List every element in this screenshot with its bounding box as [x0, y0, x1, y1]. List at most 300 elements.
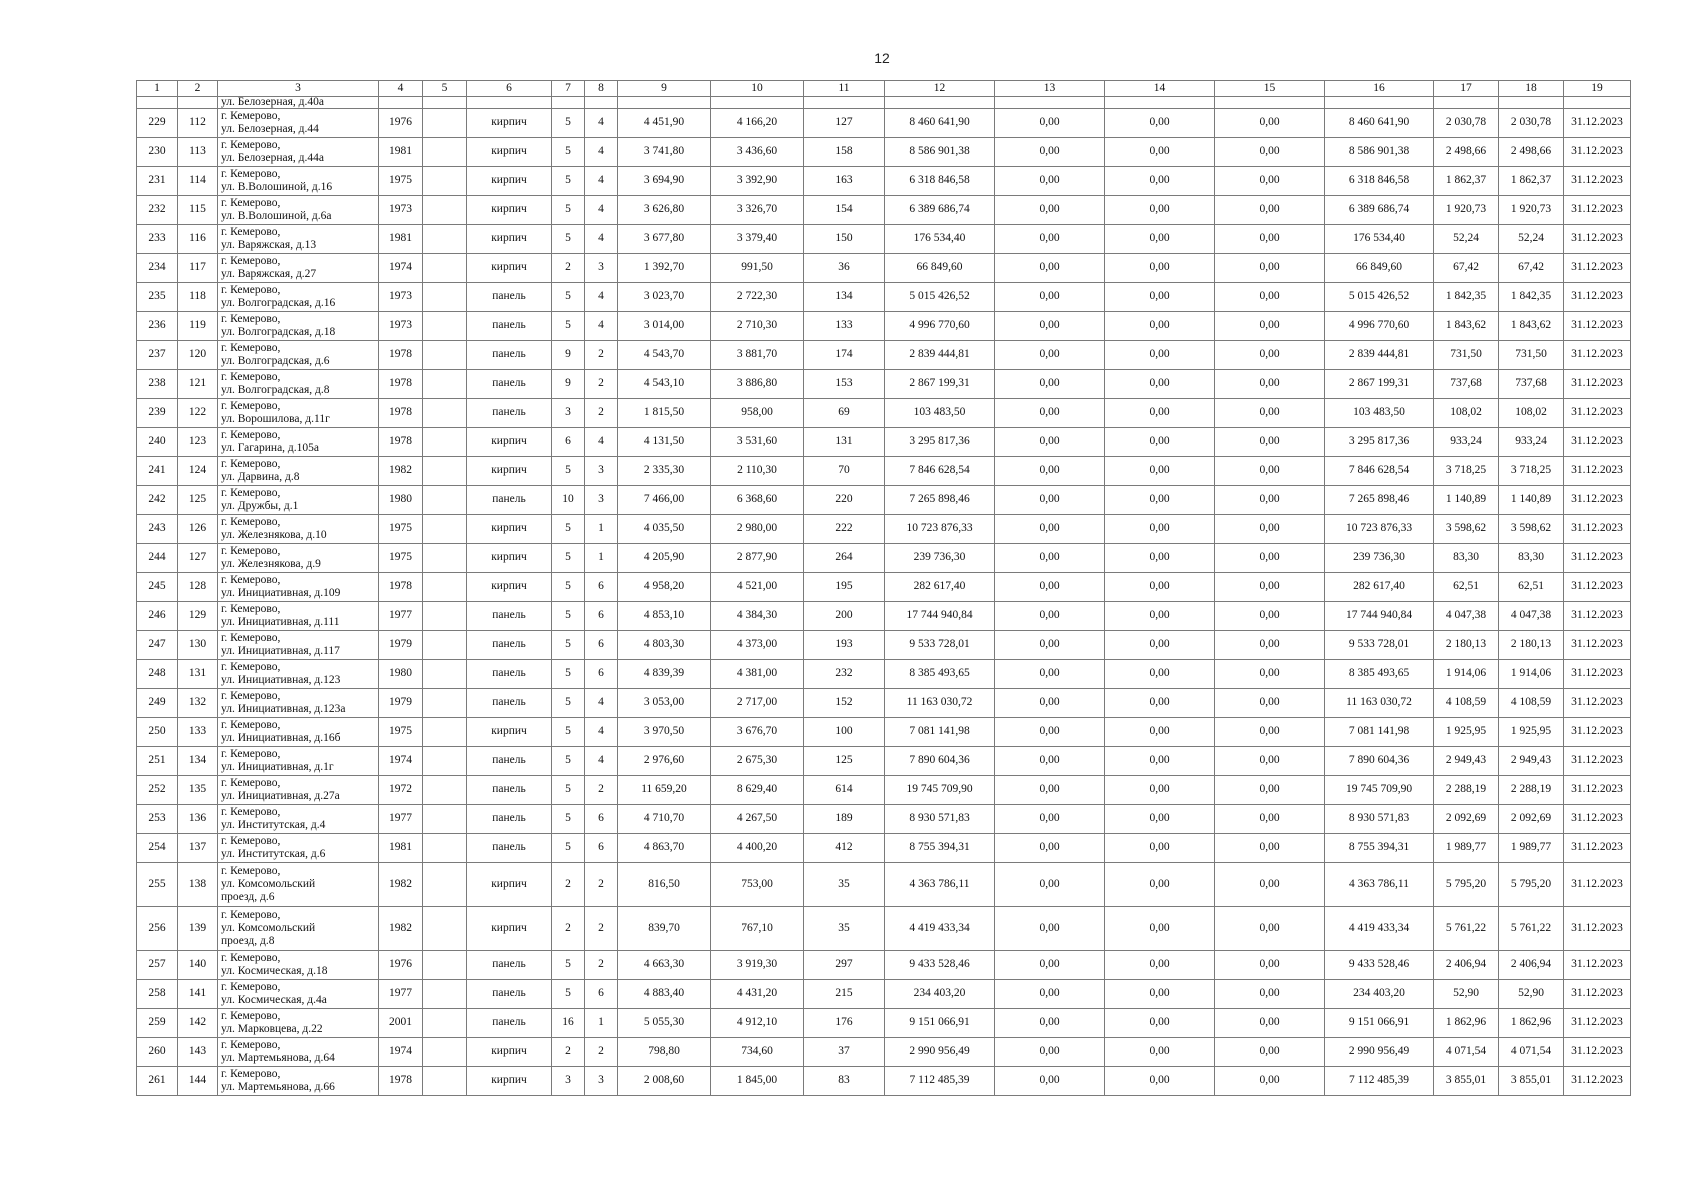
- cost-col-15: 0,00: [1215, 1009, 1325, 1038]
- cost-col-15: 0,00: [1215, 167, 1325, 196]
- floors: 5: [552, 602, 585, 631]
- total-area: 4 803,30: [618, 631, 711, 660]
- address-line: г. Кемерово,: [221, 371, 281, 383]
- wall-material: панель: [467, 341, 552, 370]
- build-year: 1976: [379, 109, 423, 138]
- build-year: 1982: [379, 907, 423, 951]
- cost-total: 7 265 898,46: [885, 486, 995, 515]
- cost-col-13: 0,00: [995, 1038, 1105, 1067]
- cost-total: 2 990 956,49: [885, 1038, 995, 1067]
- entrances: 6: [585, 573, 618, 602]
- object-number: 141: [178, 980, 218, 1009]
- cost-col-16: 11 163 030,72: [1325, 689, 1434, 718]
- build-year: 1978: [379, 573, 423, 602]
- deadline-date: 31.12.2023: [1564, 515, 1631, 544]
- row-number: 234: [137, 254, 178, 283]
- column-5: [423, 631, 467, 660]
- column-5: [423, 312, 467, 341]
- entrances: 4: [585, 312, 618, 341]
- address-line: ул. Волгоградская, д.16: [221, 297, 336, 309]
- cost-col-13: 0,00: [995, 399, 1105, 428]
- address-line: ул. Инициативная, д.123а: [221, 703, 346, 715]
- floors: 5: [552, 776, 585, 805]
- address: [218, 370, 379, 399]
- address: [218, 1009, 379, 1038]
- column-header: 3: [218, 81, 379, 97]
- cost-col-13: 0,00: [995, 747, 1105, 776]
- residents: 131: [804, 428, 885, 457]
- object-number: 121: [178, 370, 218, 399]
- living-area: 4 521,00: [711, 573, 804, 602]
- living-area: 767,10: [711, 907, 804, 951]
- cost-col-16: 176 534,40: [1325, 225, 1434, 254]
- residents: 195: [804, 573, 885, 602]
- build-year: 1981: [379, 138, 423, 167]
- table-row: [137, 428, 1631, 457]
- cost-per-sqm: 108,02: [1434, 399, 1499, 428]
- residents: 176: [804, 1009, 885, 1038]
- cost-total: 17 744 940,84: [885, 602, 995, 631]
- residents: 264: [804, 544, 885, 573]
- object-number: 144: [178, 1067, 218, 1096]
- column-5: [423, 428, 467, 457]
- address-line: г. Кемерово,: [221, 981, 281, 993]
- deadline-date: 31.12.2023: [1564, 660, 1631, 689]
- cost-per-sqm-limit: 1 842,35: [1499, 283, 1564, 312]
- object-number: 125: [178, 486, 218, 515]
- floors: 5: [552, 689, 585, 718]
- deadline-date: 31.12.2023: [1564, 109, 1631, 138]
- entrances: 4: [585, 747, 618, 776]
- cost-col-14: 0,00: [1105, 515, 1215, 544]
- cost-per-sqm-limit: 52,90: [1499, 980, 1564, 1009]
- cost-col-15: 0,00: [1215, 747, 1325, 776]
- cost-col-13: 0,00: [995, 776, 1105, 805]
- cost-total: 7 081 141,98: [885, 718, 995, 747]
- residents: 37: [804, 1038, 885, 1067]
- cost-col-16: 2 867 199,31: [1325, 370, 1434, 399]
- living-area: 4 166,20: [711, 109, 804, 138]
- address: [218, 631, 379, 660]
- cost-per-sqm: 1 914,06: [1434, 660, 1499, 689]
- object-number: 114: [178, 167, 218, 196]
- cost-col-13: 0,00: [995, 544, 1105, 573]
- cost-total: 8 755 394,31: [885, 834, 995, 863]
- column-5: [423, 805, 467, 834]
- wall-material: панель: [467, 370, 552, 399]
- column-header: 5: [423, 81, 467, 97]
- floors: 3: [552, 399, 585, 428]
- address-line: ул. Белозерная, д.44а: [221, 152, 324, 164]
- cost-col-14: 0,00: [1105, 1038, 1215, 1067]
- wall-material: кирпич: [467, 254, 552, 283]
- living-area: 3 676,70: [711, 718, 804, 747]
- column-header: 12: [885, 81, 995, 97]
- cost-col-13: 0,00: [995, 907, 1105, 951]
- build-year: 1978: [379, 341, 423, 370]
- cost-col-13: 0,00: [995, 951, 1105, 980]
- living-area: 4 384,30: [711, 602, 804, 631]
- address-line: ул. Институтская, д.6: [221, 848, 326, 860]
- cost-col-14: 0,00: [1105, 980, 1215, 1009]
- deadline-date: 31.12.2023: [1564, 457, 1631, 486]
- residents: 200: [804, 602, 885, 631]
- object-number: 131: [178, 660, 218, 689]
- entrances: 2: [585, 399, 618, 428]
- entrances: 1: [585, 1009, 618, 1038]
- build-year: 1974: [379, 747, 423, 776]
- address: [218, 138, 379, 167]
- wall-material: кирпич: [467, 138, 552, 167]
- cost-col-16: 2 990 956,49: [1325, 1038, 1434, 1067]
- deadline-date: 31.12.2023: [1564, 631, 1631, 660]
- table-row: [137, 689, 1631, 718]
- cost-col-14: 0,00: [1105, 167, 1215, 196]
- address: [218, 341, 379, 370]
- column-5: [423, 196, 467, 225]
- deadline-date: 31.12.2023: [1564, 718, 1631, 747]
- column-header: 9: [618, 81, 711, 97]
- wall-material: кирпич: [467, 109, 552, 138]
- cost-total: 66 849,60: [885, 254, 995, 283]
- total-area: 3 970,50: [618, 718, 711, 747]
- column-5: [423, 283, 467, 312]
- build-year: 1981: [379, 834, 423, 863]
- cost-col-15: 0,00: [1215, 283, 1325, 312]
- build-year: 1975: [379, 718, 423, 747]
- deadline-date: 31.12.2023: [1564, 805, 1631, 834]
- cost-total: 234 403,20: [885, 980, 995, 1009]
- address: [218, 109, 379, 138]
- build-year: 1975: [379, 544, 423, 573]
- row-number: 259: [137, 1009, 178, 1038]
- living-area: 4 431,20: [711, 980, 804, 1009]
- table-row: [137, 747, 1631, 776]
- living-area: 3 531,60: [711, 428, 804, 457]
- address-line: г. Кемерово,: [221, 226, 281, 238]
- total-area: 3 023,70: [618, 283, 711, 312]
- table-row: [137, 457, 1631, 486]
- residents: 163: [804, 167, 885, 196]
- cost-col-13: 0,00: [995, 631, 1105, 660]
- wall-material: панель: [467, 660, 552, 689]
- entrances: 4: [585, 283, 618, 312]
- column-5: [423, 341, 467, 370]
- continuation-row: [137, 97, 1631, 109]
- wall-material: панель: [467, 486, 552, 515]
- object-number: 133: [178, 718, 218, 747]
- address-line: ул. Инициативная, д.27а: [221, 790, 340, 802]
- column-header: 4: [379, 81, 423, 97]
- cost-col-13: 0,00: [995, 515, 1105, 544]
- cost-col-15: 0,00: [1215, 109, 1325, 138]
- column-header: 14: [1105, 81, 1215, 97]
- address-line: ул. Мартемьянова, д.64: [221, 1052, 335, 1064]
- address-line: ул. Дарвина, д.8: [221, 471, 300, 483]
- cost-col-14: 0,00: [1105, 196, 1215, 225]
- floors: 2: [552, 907, 585, 951]
- cost-col-13: 0,00: [995, 486, 1105, 515]
- cost-per-sqm: 52,24: [1434, 225, 1499, 254]
- column-5: [423, 109, 467, 138]
- floors: 5: [552, 167, 585, 196]
- residents: 36: [804, 254, 885, 283]
- entrances: 6: [585, 602, 618, 631]
- column-header: 10: [711, 81, 804, 97]
- cost-col-16: 6 318 846,58: [1325, 167, 1434, 196]
- floors: 2: [552, 254, 585, 283]
- living-area: 4 400,20: [711, 834, 804, 863]
- cost-total: 5 015 426,52: [885, 283, 995, 312]
- cost-col-16: 66 849,60: [1325, 254, 1434, 283]
- object-number: 132: [178, 689, 218, 718]
- entrances: 6: [585, 631, 618, 660]
- column-header: 2: [178, 81, 218, 97]
- object-number: 112: [178, 109, 218, 138]
- cost-col-14: 0,00: [1105, 254, 1215, 283]
- address-line: г. Кемерово,: [221, 865, 281, 877]
- column-5: [423, 602, 467, 631]
- total-area: 2 008,60: [618, 1067, 711, 1096]
- cost-col-13: 0,00: [995, 805, 1105, 834]
- cost-per-sqm-limit: 1 862,96: [1499, 1009, 1564, 1038]
- deadline-date: 31.12.2023: [1564, 399, 1631, 428]
- living-area: 3 919,30: [711, 951, 804, 980]
- cost-col-16: 4 363 786,11: [1325, 863, 1434, 907]
- table-row: [137, 907, 1631, 951]
- cost-col-16: 6 389 686,74: [1325, 196, 1434, 225]
- cost-col-13: 0,00: [995, 1009, 1105, 1038]
- total-area: 2 976,60: [618, 747, 711, 776]
- cost-per-sqm: 67,42: [1434, 254, 1499, 283]
- cost-per-sqm: 52,90: [1434, 980, 1499, 1009]
- address: [218, 834, 379, 863]
- address-line: ул. В.Волошиной, д.6а: [221, 210, 332, 222]
- entrances: 3: [585, 1067, 618, 1096]
- address-line: г. Кемерово,: [221, 632, 281, 644]
- cost-per-sqm: 3 598,62: [1434, 515, 1499, 544]
- build-year: 1982: [379, 457, 423, 486]
- deadline-date: 31.12.2023: [1564, 428, 1631, 457]
- entrances: 3: [585, 486, 618, 515]
- cost-per-sqm-limit: 2 288,19: [1499, 776, 1564, 805]
- object-number: 123: [178, 428, 218, 457]
- cost-col-13: 0,00: [995, 138, 1105, 167]
- total-area: 2 335,30: [618, 457, 711, 486]
- object-number: 116: [178, 225, 218, 254]
- residents: 133: [804, 312, 885, 341]
- residents: 220: [804, 486, 885, 515]
- row-number: 230: [137, 138, 178, 167]
- residents: 614: [804, 776, 885, 805]
- table-row: [137, 951, 1631, 980]
- build-year: 1974: [379, 254, 423, 283]
- build-year: 1979: [379, 631, 423, 660]
- cost-col-13: 0,00: [995, 457, 1105, 486]
- cost-per-sqm-limit: 1 925,95: [1499, 718, 1564, 747]
- cost-col-15: 0,00: [1215, 951, 1325, 980]
- address-line: г. Кемерово,: [221, 110, 281, 122]
- floors: 9: [552, 341, 585, 370]
- address-line: г. Кемерово,: [221, 574, 281, 586]
- floors: 5: [552, 283, 585, 312]
- row-number: 236: [137, 312, 178, 341]
- object-number: 126: [178, 515, 218, 544]
- cost-col-14: 0,00: [1105, 428, 1215, 457]
- build-year: 1978: [379, 428, 423, 457]
- cost-total: 7 846 628,54: [885, 457, 995, 486]
- cost-total: 4 996 770,60: [885, 312, 995, 341]
- address: [218, 196, 379, 225]
- table-row: [137, 196, 1631, 225]
- object-number: 138: [178, 863, 218, 907]
- address-line: г. Кемерово,: [221, 1010, 281, 1022]
- address-line: ул. Инициативная, д.111: [221, 616, 340, 628]
- living-area: 753,00: [711, 863, 804, 907]
- floors: 10: [552, 486, 585, 515]
- cost-per-sqm-limit: 52,24: [1499, 225, 1564, 254]
- address-line: г. Кемерово,: [221, 1068, 281, 1080]
- column-5: [423, 907, 467, 951]
- table-row: [137, 602, 1631, 631]
- cost-per-sqm-limit: 3 855,01: [1499, 1067, 1564, 1096]
- column-header: 11: [804, 81, 885, 97]
- wall-material: кирпич: [467, 225, 552, 254]
- deadline-date: 31.12.2023: [1564, 1038, 1631, 1067]
- cost-per-sqm-limit: 62,51: [1499, 573, 1564, 602]
- address-line: г. Кемерово,: [221, 909, 281, 921]
- living-area: 3 379,40: [711, 225, 804, 254]
- cost-per-sqm: 2 092,69: [1434, 805, 1499, 834]
- cost-col-16: 103 483,50: [1325, 399, 1434, 428]
- object-number: 120: [178, 341, 218, 370]
- cost-per-sqm: 1 862,37: [1434, 167, 1499, 196]
- address: [218, 980, 379, 1009]
- cost-col-13: 0,00: [995, 370, 1105, 399]
- build-year: 1977: [379, 980, 423, 1009]
- living-area: 4 373,00: [711, 631, 804, 660]
- address-line: ул. Инициативная, д.123: [221, 674, 341, 686]
- entrances: 2: [585, 370, 618, 399]
- address-line: проезд, д.6: [221, 891, 275, 903]
- cost-col-13: 0,00: [995, 196, 1105, 225]
- row-number: 244: [137, 544, 178, 573]
- address-line: ул. Инициативная, д.16б: [221, 732, 341, 744]
- cost-col-13: 0,00: [995, 283, 1105, 312]
- cost-col-15: 0,00: [1215, 660, 1325, 689]
- entrances: 4: [585, 718, 618, 747]
- address: [218, 805, 379, 834]
- cost-per-sqm-limit: 4 071,54: [1499, 1038, 1564, 1067]
- wall-material: кирпич: [467, 1038, 552, 1067]
- column-header: 7: [552, 81, 585, 97]
- living-area: 2 717,00: [711, 689, 804, 718]
- address-line: ул. Железнякова, д.10: [221, 529, 327, 541]
- address-line: г. Кемерово,: [221, 516, 281, 528]
- cost-per-sqm: 2 288,19: [1434, 776, 1499, 805]
- row-number: 237: [137, 341, 178, 370]
- column-5: [423, 515, 467, 544]
- cost-col-13: 0,00: [995, 863, 1105, 907]
- cost-col-14: 0,00: [1105, 399, 1215, 428]
- column-5: [423, 544, 467, 573]
- object-number: 118: [178, 283, 218, 312]
- table-row: [137, 486, 1631, 515]
- wall-material: кирпич: [467, 573, 552, 602]
- entrances: 6: [585, 980, 618, 1009]
- table-row: [137, 573, 1631, 602]
- object-number: 124: [178, 457, 218, 486]
- cost-col-13: 0,00: [995, 834, 1105, 863]
- object-number: 134: [178, 747, 218, 776]
- cost-col-14: 0,00: [1105, 747, 1215, 776]
- object-number: 122: [178, 399, 218, 428]
- address: [218, 1067, 379, 1096]
- cost-col-16: 7 112 485,39: [1325, 1067, 1434, 1096]
- cost-col-15: 0,00: [1215, 863, 1325, 907]
- table-row: [137, 283, 1631, 312]
- row-number: 231: [137, 167, 178, 196]
- column-5: [423, 776, 467, 805]
- table-row: [137, 834, 1631, 863]
- deadline-date: 31.12.2023: [1564, 1067, 1631, 1096]
- cost-col-13: 0,00: [995, 718, 1105, 747]
- column-5: [423, 689, 467, 718]
- table-row: [137, 138, 1631, 167]
- deadline-date: 31.12.2023: [1564, 747, 1631, 776]
- residents: 232: [804, 660, 885, 689]
- address: [218, 428, 379, 457]
- total-area: 7 466,00: [618, 486, 711, 515]
- cost-col-16: 7 890 604,36: [1325, 747, 1434, 776]
- living-area: 2 710,30: [711, 312, 804, 341]
- cost-col-16: 2 839 444,81: [1325, 341, 1434, 370]
- object-number: 139: [178, 907, 218, 951]
- residents: 100: [804, 718, 885, 747]
- column-5: [423, 834, 467, 863]
- row-number: 248: [137, 660, 178, 689]
- wall-material: панель: [467, 980, 552, 1009]
- column-header: 13: [995, 81, 1105, 97]
- cost-col-14: 0,00: [1105, 312, 1215, 341]
- floors: 2: [552, 863, 585, 907]
- column-5: [423, 1038, 467, 1067]
- living-area: 4 912,10: [711, 1009, 804, 1038]
- build-year: 1974: [379, 1038, 423, 1067]
- row-number: 241: [137, 457, 178, 486]
- cost-total: 2 867 199,31: [885, 370, 995, 399]
- address: [218, 544, 379, 573]
- residents: 153: [804, 370, 885, 399]
- build-year: 1978: [379, 370, 423, 399]
- row-number: 242: [137, 486, 178, 515]
- address: [218, 747, 379, 776]
- address-line: ул. Инициативная, д.109: [221, 587, 341, 599]
- cost-col-16: 8 755 394,31: [1325, 834, 1434, 863]
- row-number: 239: [137, 399, 178, 428]
- column-header: 6: [467, 81, 552, 97]
- address: [218, 167, 379, 196]
- address-line: ул. Волгоградская, д.8: [221, 384, 330, 396]
- cost-total: 6 389 686,74: [885, 196, 995, 225]
- address-line: г. Кемерово,: [221, 952, 281, 964]
- residents: 35: [804, 907, 885, 951]
- table-row: [137, 776, 1631, 805]
- address-line: г. Кемерово,: [221, 284, 281, 296]
- cost-col-15: 0,00: [1215, 689, 1325, 718]
- table-row: [137, 109, 1631, 138]
- floors: 6: [552, 428, 585, 457]
